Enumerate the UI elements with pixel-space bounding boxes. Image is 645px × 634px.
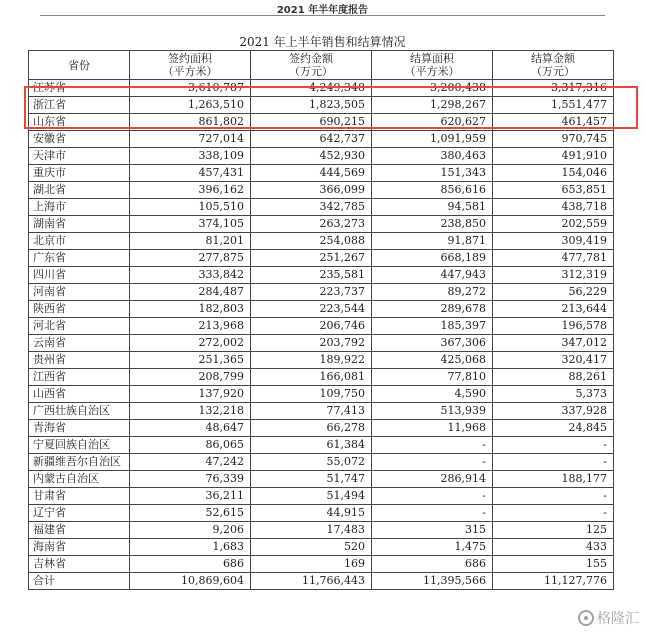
value-cell: 366,099: [251, 182, 372, 199]
province-cell: 福建省: [29, 522, 130, 539]
value-cell: 263,273: [251, 216, 372, 233]
table-row: [29, 522, 614, 539]
value-cell: 312,319: [493, 267, 614, 284]
province-cell: 合计: [29, 573, 130, 590]
value-cell: 251,365: [130, 352, 251, 369]
watermark: [578, 608, 639, 628]
value-cell: 61,384: [251, 437, 372, 454]
value-cell: 970,745: [493, 131, 614, 148]
province-cell: 江苏省: [29, 80, 130, 97]
value-cell: 1,263,510: [130, 97, 251, 114]
value-cell: 24,845: [493, 420, 614, 437]
value-cell: 36,211: [130, 488, 251, 505]
value-cell: 223,544: [251, 301, 372, 318]
table-row: [29, 284, 614, 301]
value-cell: 94,581: [372, 199, 493, 216]
value-cell: 342,785: [251, 199, 372, 216]
value-cell: 48,647: [130, 420, 251, 437]
value-cell: 81,201: [130, 233, 251, 250]
table-row: [29, 556, 614, 573]
value-cell: 653,851: [493, 182, 614, 199]
header-divider: [40, 15, 605, 16]
value-cell: 1,823,505: [251, 97, 372, 114]
value-cell: 66,278: [251, 420, 372, 437]
province-cell: 内蒙古自治区: [29, 471, 130, 488]
value-cell: 137,920: [130, 386, 251, 403]
value-cell: 690,215: [251, 114, 372, 131]
value-cell: 196,578: [493, 318, 614, 335]
province-cell: 江西省: [29, 369, 130, 386]
value-cell: 286,914: [372, 471, 493, 488]
table-row: [29, 488, 614, 505]
value-cell: 425,068: [372, 352, 493, 369]
province-cell: 海南省: [29, 539, 130, 556]
value-cell: 223,737: [251, 284, 372, 301]
value-cell: 11,766,443: [251, 573, 372, 590]
value-cell: 367,306: [372, 335, 493, 352]
value-cell: 727,014: [130, 131, 251, 148]
value-cell: -: [493, 505, 614, 522]
province-cell: 浙江省: [29, 97, 130, 114]
province-cell: 吉林省: [29, 556, 130, 573]
value-cell: 3,200,438: [372, 80, 493, 97]
table-row: [29, 165, 614, 182]
value-cell: 47,242: [130, 454, 251, 471]
value-cell: 520: [251, 539, 372, 556]
table-row: [29, 505, 614, 522]
value-cell: 86,065: [130, 437, 251, 454]
value-cell: 452,930: [251, 148, 372, 165]
value-cell: 477,781: [493, 250, 614, 267]
column-header: [130, 51, 251, 80]
column-header-unit: （平方米）: [162, 65, 218, 78]
table-row: [29, 301, 614, 318]
value-cell: 254,088: [251, 233, 372, 250]
value-cell: 55,072: [251, 454, 372, 471]
table-row: [29, 233, 614, 250]
value-cell: 380,463: [372, 148, 493, 165]
value-cell: -: [372, 505, 493, 522]
province-cell: 湖北省: [29, 182, 130, 199]
value-cell: 151,343: [372, 165, 493, 182]
province-cell: 四川省: [29, 267, 130, 284]
table-title: 2021 年上半年销售和结算情况: [239, 35, 406, 49]
value-cell: 3,610,787: [130, 80, 251, 97]
table-row: [29, 539, 614, 556]
column-header-label: 签约金额: [289, 52, 333, 65]
column-header-unit: （平方米）: [404, 65, 460, 78]
table-row: [29, 420, 614, 437]
province-cell: 辽宁省: [29, 505, 130, 522]
value-cell: 77,810: [372, 369, 493, 386]
table-row: [29, 471, 614, 488]
value-cell: 182,803: [130, 301, 251, 318]
total-row: [29, 573, 614, 590]
province-cell: 河北省: [29, 318, 130, 335]
value-cell: 11,395,566: [372, 573, 493, 590]
province-cell: 山西省: [29, 386, 130, 403]
table-row: [29, 216, 614, 233]
province-cell: 贵州省: [29, 352, 130, 369]
value-cell: 289,678: [372, 301, 493, 318]
column-header-label: 省份: [68, 58, 90, 72]
value-cell: -: [493, 454, 614, 471]
value-cell: 11,968: [372, 420, 493, 437]
value-cell: 642,737: [251, 131, 372, 148]
value-cell: -: [372, 454, 493, 471]
value-cell: 44,915: [251, 505, 372, 522]
value-cell: 1,551,477: [493, 97, 614, 114]
value-cell: -: [493, 488, 614, 505]
value-cell: 91,871: [372, 233, 493, 250]
value-cell: 154,046: [493, 165, 614, 182]
value-cell: 272,002: [130, 335, 251, 352]
value-cell: 189,922: [251, 352, 372, 369]
table-header-row: [29, 51, 614, 80]
value-cell: 438,718: [493, 199, 614, 216]
value-cell: 338,109: [130, 148, 251, 165]
value-cell: 284,487: [130, 284, 251, 301]
value-cell: 166,081: [251, 369, 372, 386]
value-cell: 277,875: [130, 250, 251, 267]
value-cell: 4,249,348: [251, 80, 372, 97]
province-cell: 甘肃省: [29, 488, 130, 505]
value-cell: 347,012: [493, 335, 614, 352]
province-cell: 青海省: [29, 420, 130, 437]
value-cell: 320,417: [493, 352, 614, 369]
value-cell: 444,569: [251, 165, 372, 182]
province-cell: 上海市: [29, 199, 130, 216]
value-cell: 1,298,267: [372, 97, 493, 114]
highlight-box: [24, 86, 638, 129]
value-cell: 461,457: [493, 114, 614, 131]
value-cell: 188,177: [493, 471, 614, 488]
value-cell: 169: [251, 556, 372, 573]
value-cell: 77,413: [251, 403, 372, 420]
table-row: [29, 386, 614, 403]
value-cell: 686: [130, 556, 251, 573]
table-row: [29, 335, 614, 352]
value-cell: 213,644: [493, 301, 614, 318]
column-header-label: 签约面积: [168, 52, 212, 65]
page-header: [0, 0, 645, 18]
value-cell: 109,750: [251, 386, 372, 403]
value-cell: 668,189: [372, 250, 493, 267]
province-cell: 河南省: [29, 284, 130, 301]
sales-settlement-table: [28, 50, 614, 590]
value-cell: 315: [372, 522, 493, 539]
value-cell: 396,162: [130, 182, 251, 199]
value-cell: 9,206: [130, 522, 251, 539]
watermark-logo-icon: [578, 610, 594, 626]
column-header-unit: （万元）: [289, 65, 333, 78]
value-cell: 105,510: [130, 199, 251, 216]
value-cell: 861,802: [130, 114, 251, 131]
value-cell: 1,091,959: [372, 131, 493, 148]
value-cell: 17,483: [251, 522, 372, 539]
value-cell: 52,615: [130, 505, 251, 522]
table-row: [29, 199, 614, 216]
value-cell: 89,272: [372, 284, 493, 301]
province-cell: 湖南省: [29, 216, 130, 233]
value-cell: 10,869,604: [130, 573, 251, 590]
value-cell: 447,943: [372, 267, 493, 284]
watermark-text: 格隆汇: [597, 611, 639, 627]
column-header: [29, 51, 130, 80]
column-header-label: 结算金额: [531, 52, 575, 65]
column-header-unit: （万元）: [531, 65, 575, 78]
table-row: [29, 182, 614, 199]
report-title: 2021 年半年度报告: [276, 5, 369, 16]
value-cell: 1,475: [372, 539, 493, 556]
value-cell: 309,419: [493, 233, 614, 250]
table-row: [29, 437, 614, 454]
value-cell: 5,373: [493, 386, 614, 403]
value-cell: 213,968: [130, 318, 251, 335]
column-header: [251, 51, 372, 80]
value-cell: 513,939: [372, 403, 493, 420]
province-cell: 广东省: [29, 250, 130, 267]
column-header-label: 结算面积: [410, 52, 454, 65]
value-cell: 620,627: [372, 114, 493, 131]
column-header: [493, 51, 614, 80]
province-cell: 天津市: [29, 148, 130, 165]
value-cell: 51,747: [251, 471, 372, 488]
value-cell: 206,746: [251, 318, 372, 335]
value-cell: 374,105: [130, 216, 251, 233]
value-cell: 125: [493, 522, 614, 539]
table-row: [29, 403, 614, 420]
value-cell: 686: [372, 556, 493, 573]
table-row: [29, 318, 614, 335]
table-row: [29, 352, 614, 369]
value-cell: -: [372, 437, 493, 454]
value-cell: 76,339: [130, 471, 251, 488]
value-cell: 203,792: [251, 335, 372, 352]
value-cell: 491,910: [493, 148, 614, 165]
province-cell: 新疆维吾尔自治区: [29, 454, 130, 471]
value-cell: 238,850: [372, 216, 493, 233]
table-body: [29, 80, 614, 590]
province-cell: 重庆市: [29, 165, 130, 182]
value-cell: 251,267: [251, 250, 372, 267]
table-row: [29, 267, 614, 284]
province-cell: 宁夏回族自治区: [29, 437, 130, 454]
province-cell: 安徽省: [29, 131, 130, 148]
value-cell: 56,229: [493, 284, 614, 301]
value-cell: 856,616: [372, 182, 493, 199]
value-cell: 208,799: [130, 369, 251, 386]
value-cell: 202,559: [493, 216, 614, 233]
value-cell: 155: [493, 556, 614, 573]
table-row: [29, 131, 614, 148]
table-row: [29, 369, 614, 386]
table-row: [29, 454, 614, 471]
value-cell: 457,431: [130, 165, 251, 182]
province-cell: 北京市: [29, 233, 130, 250]
value-cell: 88,261: [493, 369, 614, 386]
value-cell: 4,590: [372, 386, 493, 403]
value-cell: 51,494: [251, 488, 372, 505]
value-cell: 1,683: [130, 539, 251, 556]
value-cell: -: [493, 437, 614, 454]
value-cell: 185,397: [372, 318, 493, 335]
column-header: [372, 51, 493, 80]
value-cell: 333,842: [130, 267, 251, 284]
province-cell: 云南省: [29, 335, 130, 352]
province-cell: 陕西省: [29, 301, 130, 318]
value-cell: -: [372, 488, 493, 505]
table-row: [29, 250, 614, 267]
value-cell: 235,581: [251, 267, 372, 284]
value-cell: 433: [493, 539, 614, 556]
table-row: [29, 148, 614, 165]
province-cell: 广西壮族自治区: [29, 403, 130, 420]
province-cell: 山东省: [29, 114, 130, 131]
value-cell: 132,218: [130, 403, 251, 420]
value-cell: 337,928: [493, 403, 614, 420]
value-cell: 11,127,776: [493, 573, 614, 590]
value-cell: 3,317,316: [493, 80, 614, 97]
